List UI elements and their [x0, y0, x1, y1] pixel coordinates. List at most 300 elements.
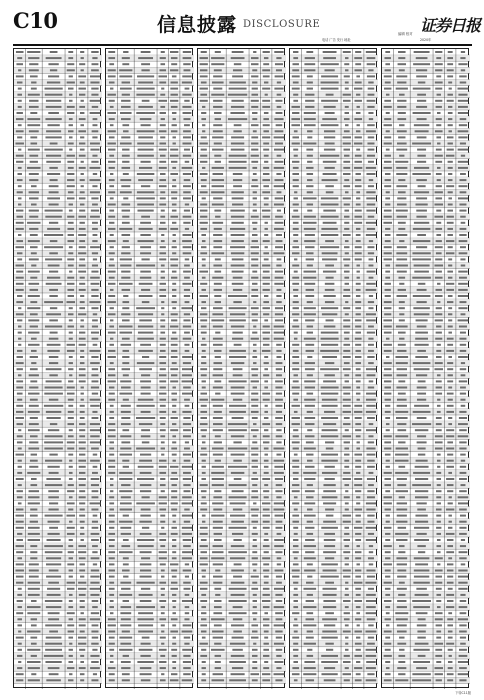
cell-text [140, 246, 151, 248]
cell-text [108, 143, 116, 145]
cell-text [182, 82, 192, 84]
cell-text [140, 655, 150, 657]
cell-text [137, 618, 153, 620]
cell-text [202, 106, 205, 108]
cell-text [200, 191, 208, 193]
cell-text [366, 222, 376, 224]
cell-text [92, 490, 99, 492]
cell-text [137, 338, 154, 340]
cell-text [200, 368, 207, 370]
cell-text [321, 344, 338, 346]
cell-text [67, 448, 74, 450]
cell-text [108, 216, 115, 218]
cell-text [45, 118, 61, 120]
cell-text [137, 75, 154, 77]
cell-text [80, 600, 85, 602]
row-shade [106, 494, 194, 500]
cell-text [276, 301, 282, 303]
cell-text [304, 228, 316, 230]
cell-text [211, 57, 224, 59]
cell-text [368, 441, 374, 443]
cell-text [183, 362, 191, 364]
cell-text [448, 387, 452, 389]
cell-text [304, 380, 315, 382]
cell-text [79, 435, 85, 437]
cell-text [305, 368, 315, 370]
cell-text [212, 185, 224, 187]
cell-text [384, 185, 391, 187]
cell-text [159, 460, 166, 462]
cell-text [183, 136, 191, 138]
cell-text [16, 612, 23, 614]
cell-text [229, 350, 246, 352]
cell-text [368, 216, 375, 218]
cell-text [17, 356, 23, 358]
cell-text [293, 94, 298, 96]
cell-text [28, 582, 40, 584]
cell-text [460, 246, 466, 248]
cell-text [91, 631, 98, 633]
cell-text [292, 252, 299, 254]
cell-text [448, 82, 452, 84]
cell-text [436, 679, 442, 681]
cell-text [121, 118, 131, 120]
cell-text [356, 130, 360, 132]
cell-text [344, 454, 349, 456]
cell-text [171, 448, 177, 450]
cell-text [17, 136, 22, 138]
cell-text [109, 502, 114, 504]
cell-text [80, 51, 84, 53]
cell-text [396, 362, 408, 364]
cell-text [108, 295, 115, 297]
cell-text [160, 563, 166, 565]
cell-text [137, 173, 154, 175]
cell-text [354, 57, 362, 59]
cell-text [412, 484, 431, 486]
cell-text [234, 478, 242, 480]
cell-text [92, 649, 97, 651]
cell-text [161, 51, 165, 53]
cell-text [459, 185, 468, 187]
cell-text [185, 350, 190, 352]
cell-text [263, 594, 270, 596]
cell-text [356, 545, 359, 547]
cell-text [354, 118, 362, 120]
cell-text [172, 423, 176, 425]
cell-text [49, 362, 58, 364]
cell-text [201, 136, 207, 138]
cell-text [414, 222, 429, 224]
cell-text [396, 387, 407, 389]
cell-text [30, 326, 38, 328]
cell-text [215, 435, 221, 437]
cell-text [448, 527, 452, 529]
cell-text [275, 240, 282, 242]
cell-text [29, 106, 39, 108]
cell-text [415, 344, 429, 346]
cell-text [459, 631, 467, 633]
row-shade [106, 299, 194, 305]
cell-text [232, 332, 242, 334]
cell-text [324, 130, 335, 132]
cell-text [185, 228, 189, 230]
cell-text [459, 234, 466, 236]
cell-text [159, 539, 166, 541]
cell-text [250, 673, 259, 675]
cell-text [264, 637, 268, 639]
cell-text [140, 600, 152, 602]
cell-text [46, 130, 61, 132]
cell-text [138, 466, 154, 468]
cell-text [413, 606, 430, 608]
cell-text [264, 460, 269, 462]
cell-text [28, 332, 39, 334]
cell-text [93, 234, 98, 236]
cell-text [252, 582, 257, 584]
cell-text [138, 631, 153, 633]
cell-text [369, 545, 373, 547]
cell-text [171, 649, 177, 651]
cell-text [354, 405, 362, 407]
cell-text [384, 527, 391, 529]
cell-text [159, 75, 168, 77]
cell-text [67, 624, 74, 626]
cell-text [292, 441, 300, 443]
cell-text [173, 606, 176, 608]
cell-text [263, 435, 270, 437]
cell-text [110, 197, 114, 199]
cell-text [274, 545, 283, 547]
cell-text [385, 570, 391, 572]
cell-text [305, 387, 315, 389]
cell-text [344, 216, 349, 218]
cell-text [136, 265, 155, 267]
cell-text [251, 478, 258, 480]
cell-text [229, 527, 247, 529]
cell-text [67, 289, 74, 291]
cell-text [140, 570, 151, 572]
cell-text [49, 252, 58, 254]
cell-text [294, 258, 297, 260]
cell-text [17, 600, 23, 602]
cell-text [367, 356, 374, 358]
cell-text [304, 338, 316, 340]
cell-text [356, 502, 360, 504]
cell-text [323, 295, 335, 297]
cell-text [91, 374, 98, 376]
cell-text [305, 106, 314, 108]
cell-text [214, 155, 221, 157]
cell-text [201, 326, 207, 328]
cell-text [345, 124, 349, 126]
cell-text [48, 521, 60, 523]
cell-text [16, 289, 24, 291]
cell-text [141, 69, 149, 71]
cell-text [252, 490, 258, 492]
cell-text [385, 204, 390, 206]
cell-text [253, 350, 257, 352]
cell-text [412, 258, 431, 260]
cell-text [183, 191, 191, 193]
cell-text [231, 136, 244, 138]
cell-text [459, 326, 467, 328]
cell-text [417, 393, 426, 395]
cell-text [108, 191, 115, 193]
cell-text [367, 643, 375, 645]
cell-text [140, 533, 152, 535]
cell-text [233, 179, 242, 181]
cell-text [447, 454, 453, 456]
cell-text [159, 356, 166, 358]
cell-text [384, 143, 392, 145]
cell-text [108, 94, 116, 96]
cell-text [183, 63, 190, 65]
cell-text [231, 655, 245, 657]
cell-text [120, 502, 132, 504]
cell-text [264, 448, 269, 450]
cell-text [264, 112, 269, 114]
cell-text [321, 228, 337, 230]
cell-text [447, 545, 453, 547]
cell-text [435, 557, 443, 559]
cell-text [69, 570, 73, 572]
cell-text [274, 509, 285, 511]
cell-text [122, 155, 130, 157]
cell-text [69, 149, 72, 151]
cell-text [200, 454, 207, 456]
cell-text [141, 185, 150, 187]
cell-text [232, 271, 244, 273]
cell-text [110, 478, 113, 480]
row-shade [14, 372, 102, 378]
cell-text [211, 94, 224, 96]
cell-text [80, 82, 85, 84]
cell-text [413, 88, 431, 90]
row-shade [382, 543, 470, 549]
cell-text [436, 106, 442, 108]
cell-text [109, 606, 114, 608]
cell-text [92, 222, 98, 224]
cell-text [418, 283, 425, 285]
cell-text [345, 82, 349, 84]
contact-line: 电话 广告 发行 地址 [322, 38, 351, 42]
cell-text [109, 277, 115, 279]
cell-text [161, 454, 164, 456]
cell-text [396, 173, 407, 175]
cell-text [17, 173, 21, 175]
cell-text [263, 75, 270, 77]
cell-text [68, 637, 73, 639]
cell-text [435, 88, 442, 90]
cell-text [67, 228, 74, 230]
cell-text [435, 319, 443, 321]
cell-text [356, 283, 361, 285]
cell-text [45, 94, 63, 96]
cell-text [29, 100, 38, 102]
cell-text [294, 679, 298, 681]
cell-text [397, 399, 407, 401]
cell-text [384, 216, 392, 218]
cell-text [108, 533, 115, 535]
cell-text [202, 380, 206, 382]
cell-text [185, 301, 190, 303]
cell-text [89, 179, 100, 181]
cell-text [159, 149, 167, 151]
cell-text [435, 130, 443, 132]
cell-text [368, 185, 374, 187]
cell-text [343, 600, 350, 602]
cell-text [386, 191, 390, 193]
cell-text [172, 307, 176, 309]
cell-text [414, 265, 430, 267]
cell-text [161, 210, 165, 212]
cell-text [182, 393, 192, 395]
cell-text [231, 435, 244, 437]
cell-text [30, 289, 39, 291]
cell-text [344, 533, 349, 535]
cell-text [68, 295, 74, 297]
cell-text [121, 185, 130, 187]
cell-text [17, 295, 22, 297]
cell-text [200, 313, 207, 315]
cell-text [69, 460, 72, 462]
cell-text [30, 277, 37, 279]
cell-text [68, 551, 74, 553]
cell-text [90, 435, 99, 437]
cell-text [293, 655, 298, 657]
cell-text [345, 624, 349, 626]
cell-text [159, 204, 166, 206]
cell-text [251, 368, 258, 370]
cell-text [28, 448, 39, 450]
cell-text [293, 222, 299, 224]
cell-text [121, 588, 130, 590]
cell-text [231, 100, 243, 102]
cell-text [354, 100, 361, 102]
cell-text [230, 246, 245, 248]
cell-text [307, 191, 313, 193]
cell-text [447, 624, 453, 626]
cell-text [119, 472, 132, 474]
cell-text [79, 118, 86, 120]
cell-text [172, 246, 177, 248]
cell-text [306, 454, 313, 456]
cell-text [233, 289, 242, 291]
cell-text [140, 234, 150, 236]
cell-text [91, 210, 99, 212]
cell-text [367, 271, 376, 273]
cell-text [415, 563, 428, 565]
cell-text [200, 484, 208, 486]
cell-text [321, 204, 339, 206]
cell-text [91, 307, 98, 309]
cell-text [16, 417, 24, 419]
cell-text [276, 393, 282, 395]
cell-text [215, 118, 221, 120]
cell-text [69, 539, 73, 541]
cell-text [138, 57, 153, 59]
cell-text [110, 655, 113, 657]
cell-text [79, 454, 85, 456]
cell-text [108, 240, 116, 242]
cell-text [80, 204, 85, 206]
cell-text [323, 380, 336, 382]
cell-text [460, 454, 465, 456]
cell-text [171, 393, 177, 395]
cell-text [344, 289, 351, 291]
cell-text [142, 637, 150, 639]
cell-text [293, 149, 298, 151]
cell-text [110, 362, 114, 364]
cell-text [322, 313, 337, 315]
cell-text [30, 75, 38, 77]
cell-text [344, 63, 349, 65]
cell-text [252, 649, 258, 651]
cell-text [252, 69, 257, 71]
cell-text [17, 399, 22, 401]
cell-text [415, 338, 428, 340]
cell-text [16, 130, 24, 132]
cell-text [262, 277, 270, 279]
cell-text [229, 484, 247, 486]
cell-text [160, 344, 166, 346]
cell-text [384, 301, 392, 303]
cell-text [262, 106, 270, 108]
cell-text [161, 490, 165, 492]
cell-text [230, 643, 245, 645]
cell-text [31, 265, 36, 267]
cell-text [122, 94, 130, 96]
cell-text [357, 441, 360, 443]
cell-text [446, 283, 454, 285]
cell-text [263, 649, 269, 651]
table-grid [382, 49, 470, 689]
cell-text [397, 216, 407, 218]
cell-text [384, 88, 391, 90]
cell-text [17, 624, 21, 626]
cell-text [49, 472, 59, 474]
cell-text [172, 484, 177, 486]
cell-text [159, 130, 166, 132]
cell-text [263, 173, 270, 175]
cell-text [367, 496, 375, 498]
cell-text [233, 173, 243, 175]
cell-text [18, 326, 21, 328]
cell-text [17, 112, 23, 114]
cell-text [304, 399, 315, 401]
cell-text [213, 637, 223, 639]
cell-text [17, 606, 21, 608]
cell-text [458, 197, 468, 199]
cell-text [31, 362, 36, 364]
cell-text [354, 631, 361, 633]
cell-text [171, 472, 177, 474]
cell-text [68, 57, 73, 59]
cell-text [110, 661, 114, 663]
cell-text [320, 576, 338, 578]
cell-text [345, 594, 349, 596]
cell-text [231, 393, 245, 395]
cell-text [80, 301, 85, 303]
cell-text [275, 661, 284, 663]
cell-text [292, 393, 299, 395]
cell-text [416, 179, 427, 181]
cell-text [306, 149, 313, 151]
cell-text [172, 179, 176, 181]
cell-text [449, 655, 452, 657]
cell-text [253, 539, 257, 541]
